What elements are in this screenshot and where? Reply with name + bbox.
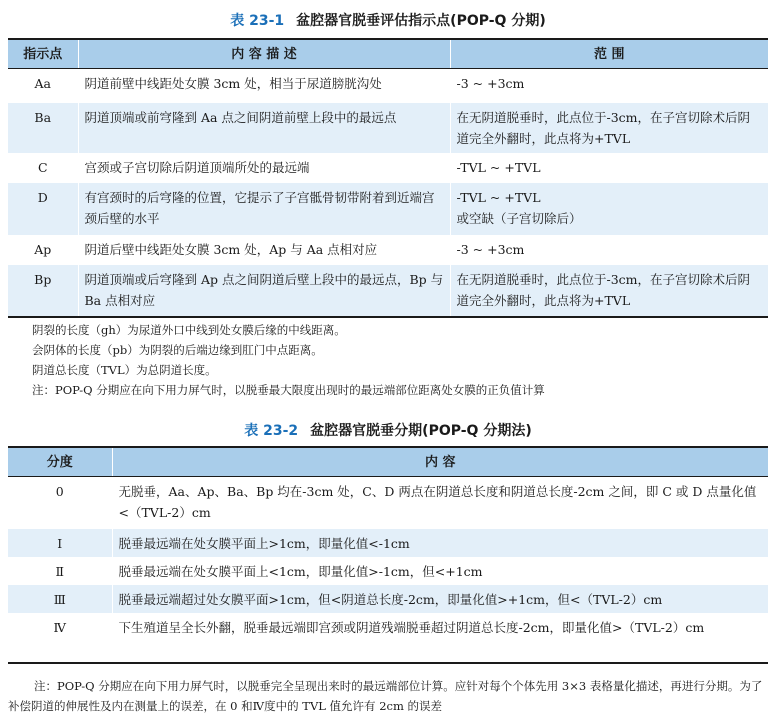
table-row [8, 69, 768, 103]
range-cell: -3 ~ +3cm [456, 241, 525, 257]
table-row [8, 613, 768, 663]
table1-number: 表 23-1 [230, 13, 285, 29]
table2-number: 表 23-2 [244, 423, 299, 439]
table1-header-point: 指示点 [8, 39, 78, 69]
range-cell: -TVL ~ +TVL [456, 159, 541, 175]
table1-title: 盆腔器官脱垂评估指示点(POP-Q 分期) [296, 13, 546, 29]
table1-header-range: 范 围 [450, 39, 768, 69]
note-line: 阴道总长度（TVL）为总阴道长度。 [32, 363, 217, 377]
stage-cell: Ⅰ [8, 529, 112, 557]
point-cell: Ap [8, 235, 78, 265]
note-line: 注：POP-Q 分期应在向下用力屏气时，以脱垂最大限度出现时的最远端部位距离处女膜的正负值计算 [32, 383, 545, 397]
point-cell: Aa [8, 69, 78, 103]
range-cell: -TVL ~ +TVL 或空缺（子宫切除后） [450, 183, 768, 235]
table2 [8, 446, 768, 664]
note-line: 会阴体的长度（pb）为阴裂的后端边缘到肛门中点距离。 [32, 343, 323, 357]
desc-cell: 有宫颈时的后穹隆的位置，它提示了子宫骶骨韧带附着到近端宫颈后壁的水平 [78, 183, 450, 235]
table1 [8, 38, 768, 318]
content-cell: 脱垂最远端超过处女膜平面>1cm，但<阴道总长度-2cm，即量化值>+1cm，但<（TVL-2）cm [112, 585, 768, 613]
table1-caption [0, 10, 776, 30]
table-row [8, 585, 768, 613]
table2-header-stage: 分度 [8, 447, 112, 477]
table-row [8, 183, 768, 235]
content-cell: 脱垂最远端在处女膜平面上<1cm，即量化值>-1cm，但<+1cm [118, 563, 483, 579]
table-row [8, 529, 768, 557]
table2-caption [0, 420, 776, 440]
range-cell: 在无阴道脱垂时，此点位于-3cm，在子宫切除术后阴道完全外翻时，此点将为+TVL [450, 265, 768, 317]
point-cell: C [8, 153, 78, 183]
content-cell: 脱垂最远端在处女膜平面上>1cm，即量化值<-1cm [112, 529, 768, 557]
stage-cell: Ⅳ [8, 613, 112, 663]
table-row [8, 557, 768, 585]
desc-cell: 阴道顶端或后穹隆到 Ap 点之间阴道后壁上段中的最远点，Bp 与 Ba 点相对应 [78, 265, 450, 317]
stage-cell: Ⅲ [8, 585, 112, 613]
point-cell: Bp [8, 265, 78, 317]
note-line: 阴裂的长度（gh）为尿道外口中线到处女膜后缘的中线距离。 [32, 323, 346, 337]
desc-cell: 阴道顶端或前穹隆到 Aa 点之间阴道前壁上段中的最远点 [78, 103, 450, 153]
range-cell: -3 ~ +3cm [456, 76, 525, 91]
table-row [8, 477, 768, 529]
table-row [8, 153, 768, 183]
desc-cell: 宫颈或子宫切除后阴道顶端所处的最远端 [78, 153, 450, 183]
point-cell: Ba [8, 103, 78, 153]
table2-header-row [8, 447, 768, 477]
content-cell: 下生殖道呈全长外翻，脱垂最远端即宫颈或阴道残端脱垂超过阴道总长度-2cm，即量化值>（TVL-2）cm [112, 613, 768, 663]
table-row [8, 265, 768, 317]
desc-cell: 阴道前壁中线距处女膜 3cm 处，相当于尿道膀胱沟处 [78, 69, 450, 103]
table1-notes [32, 320, 762, 400]
table2-note: 注：POP-Q 分期应在向下用力屏气时，以脱垂完全呈现出来时的最远端部位计算。应针对每个个体先用 3×3 表格量化描述，再进行分期。为了补偿阴道的伸展性及内在测量上的误差，在 0 和Ⅳ度中的 TVL 值允许有 2cm 的误差 [8, 679, 763, 713]
content-cell: 无脱垂，Aa、Ap、Ba、Bp 均在-3cm 处，C、D 两点在阴道总长度和阴道总长度-2cm 之间，即 C 或 D 点量化值<（TVL-2）cm [118, 484, 757, 520]
table2-header-content: 内 容 [112, 447, 768, 477]
stage-cell: Ⅱ [8, 557, 112, 585]
table2-title: 盆腔器官脱垂分期(POP-Q 分期法) [310, 423, 532, 439]
table1-header-desc: 内 容 描 述 [78, 39, 450, 69]
desc-cell: 阴道后壁中线距处女膜 3cm 处，Ap 与 Aa 点相对应 [78, 235, 450, 265]
range-cell: 在无阴道脱垂时，此点位于-3cm，在子宫切除术后阴道完全外翻时，此点将为+TVL [450, 103, 768, 153]
stage-cell: 0 [8, 477, 112, 529]
table-row [8, 103, 768, 153]
point-cell: D [8, 183, 78, 235]
table1-header-row [8, 39, 768, 69]
table-row [8, 235, 768, 265]
